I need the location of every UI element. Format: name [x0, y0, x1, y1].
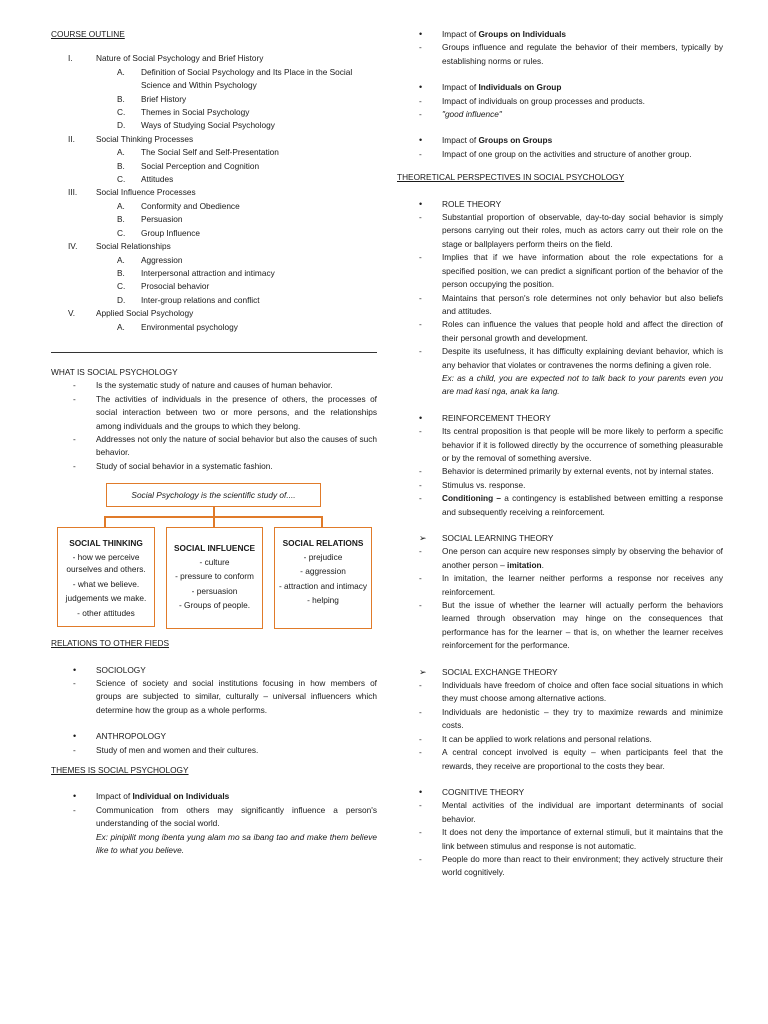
list-item: - But the issue of whether the learner will actually perform the behaviors learned through observation may hinge on the consequences that performance has for the learner – that is, on whether the learner receives reinforcement for the performance. [419, 600, 723, 651]
outline-subitem: B. Brief History [117, 93, 187, 104]
what-is-heading: WHAT IS SOCIAL PSYCHOLOGY [51, 366, 178, 377]
list-item: - "good influence" [419, 109, 502, 120]
social-influence-box [166, 527, 263, 629]
connector-line [104, 516, 106, 527]
social-psychology-diagram [51, 483, 377, 631]
section-divider [51, 352, 377, 353]
list-item: • SOCIOLOGY [73, 664, 146, 675]
list-item: - Individuals have freedom of choice and often face social situations in which they must choose among alternative actions. [419, 680, 723, 704]
list-item: - Its central proposition is that people will be more likely to perform a specific behavior if it is followed directly by the occurrence of something pleasurable or by the removal of something aversive. [419, 426, 723, 463]
themes-heading: THEMES IS SOCIAL PSYCHOLOGY [51, 765, 189, 776]
course-outline-heading: COURSE OUTLINE [51, 29, 125, 39]
outline-subitem: C. Themes in Social Psychology [117, 107, 250, 118]
list-item: - Individuals are hedonistic – they try to maximize rewards and minimize costs. [419, 706, 723, 731]
box-line: judgements we make. [65, 593, 147, 604]
outline-item: II. Social Thinking Processes [68, 133, 194, 144]
box-line: - Groups of people. [178, 600, 251, 611]
list-item: - Maintains that person's role determines not only behavior but also beliefs and attitudes. [419, 292, 723, 316]
list-item: • ANTHROPOLOGY [73, 731, 167, 742]
list-item: - Addresses not only the nature of social behavior but also the causes of such behavior. [73, 433, 377, 458]
list-item: • Impact of Groups on Individuals [419, 29, 567, 39]
list-item: - Despite its usefulness, it has difficulty explaining deviant behavior, which is any behavior that violates or contravenes the norms defining a given role. Ex: as a child, you are expected not to talk back to your parents even you are mad kasi nga, anak ka lang. [419, 346, 723, 397]
box-line: - persuasion [191, 585, 238, 596]
outline-subitem: D. Inter-group relations and conflict [117, 294, 260, 305]
list-item: • ROLE THEORY [419, 198, 502, 209]
what-is-list [51, 379, 377, 473]
box-line: - helping [307, 595, 339, 606]
list-item: - It does not deny the importance of external stimuli, but it maintains that the link between stimulus and response is not automatic. [419, 827, 723, 851]
list-item: - In imitation, the learner neither performs a response nor receives any reinforcement. [419, 573, 723, 597]
box-line: - attraction and intimacy [278, 580, 368, 591]
outline-subitem: B. Persuasion [117, 214, 183, 225]
box-line: - aggression [300, 566, 346, 577]
box-line: - what we believe. [72, 578, 140, 589]
list-item: • REINFORCEMENT THEORY [419, 412, 551, 423]
list-item: - Mental activities of the individual are important determinants of social behavior. [419, 800, 723, 824]
list-item: - People do more than react to their environment; they actively structure their world cognitively. [419, 853, 723, 878]
box-line: - prejudice [303, 551, 343, 562]
list-item: - Behavior is determined primarily by external events, not by internal states. [419, 466, 714, 477]
list-item: - Impact of individuals on group processes and products. [419, 95, 645, 106]
outline-subitem: A. Conformity and Obedience [117, 200, 240, 211]
list-item: • Impact of Individual on Individuals [73, 791, 230, 802]
outline-subitem: C. Prosocial behavior [117, 281, 210, 292]
course-outline-list [51, 52, 377, 334]
list-item: ➢ SOCIAL LEARNING THEORY [419, 533, 554, 543]
list-item: - Groups influence and regulate the behavior of their members, typically by establishing norms or rules. [419, 42, 723, 66]
diagram-top-box: Social Psychology is the scientific study of.... [106, 483, 321, 507]
box-title: SOCIAL THINKING [69, 538, 143, 549]
box-title: SOCIAL RELATIONS [282, 538, 364, 549]
list-item: - Stimulus vs. response. [419, 479, 526, 490]
theories-heading: THEORETICAL PERSPECTIVES IN SOCIAL PSYCHOLOGY [397, 172, 625, 183]
box-line: - pressure to conform [175, 571, 254, 582]
list-item: - Science of society and social institutions focusing in how members of groups are subjected to similar, culturally – universal influencers which determine how the group as a whole performs. [73, 678, 377, 715]
list-item: • Impact of Individuals on Group [419, 82, 562, 93]
relations-heading: RELATIONS TO OTHER FIEDS [51, 638, 170, 649]
list-item: • COGNITIVE THEORY [419, 786, 525, 797]
outline-subitem: A. The Social Self and Self-Presentation [117, 147, 279, 158]
outline-item: IV. Social Relationships [68, 241, 171, 252]
outline-subitem: A. Aggression [117, 254, 183, 265]
box-title: SOCIAL INFLUENCE [174, 543, 255, 554]
social-relations-box [274, 527, 372, 629]
list-item: - One person can acquire new responses simply by observing the behavior of another person – imitation. [419, 546, 723, 570]
outline-subitem: B. Social Perception and Cognition [117, 160, 260, 171]
list-item: - Implies that if we have information about the role expectations for a specified position, we can predict a significant portion of the behavior of the person occupying the position. [419, 252, 723, 290]
list-item: • Impact of Groups on Groups [419, 135, 553, 146]
list-item: - Conditioning – a contingency is established between emitting a response and subsequently receiving a reinforcement. [419, 493, 723, 517]
list-item: - Study of men and women and their cultures. [73, 744, 259, 755]
box-line: - culture [199, 556, 230, 567]
outline-subitem: B. Interpersonal attraction and intimacy [117, 267, 275, 278]
list-item: - Roles can influence the values that people hold and affect the direction of their personal growth and development. [419, 319, 723, 343]
outline-subitem: C. Group Influence [117, 227, 201, 238]
box-line: - other attitudes [77, 607, 135, 618]
right-column [397, 28, 723, 880]
outline-item: V. Applied Social Psychology [68, 308, 194, 319]
list-item: - Communication from others may significantly influence a person's understanding of the social world. Ex: pinipilit mong ibenta yung alam mo sa ibang tao and make them believe like to what you believe. [73, 804, 377, 856]
outline-subitem: D. Ways of Studying Social Psychology [117, 120, 275, 131]
connector-line [213, 516, 215, 527]
list-item: - The activities of individuals in the presence of others, the processes of social interaction between two or more persons, and the relationships among individuals and the groups to which they belong. [73, 393, 377, 431]
outline-item: III. Social Influence Processes [68, 187, 196, 198]
list-item: - Is the systematic study of nature and causes of human behavior. [73, 380, 333, 391]
outline-subitem: A. Definition of Social Psychology and Its Place in the Social Science and Within Psychology [117, 66, 353, 91]
list-item: - Substantial proportion of observable, day-to-day social behavior is simply persons carrying out their roles, much as actors carry out their role on the stage or ballplayers perform theirs on the field. [419, 212, 723, 249]
list-item: - A central concept involved is equity – when participants feel that the rewards, they receive are proportional to the costs they bear. [419, 747, 723, 771]
social-thinking-box [57, 527, 155, 627]
outline-subitem: A. Environmental psychology [117, 321, 238, 332]
left-column [51, 28, 377, 857]
box-line: - how we perceive ourselves and others. [66, 551, 146, 575]
outline-item: I. Nature of Social Psychology and Brief History [68, 53, 264, 64]
outline-subitem: C. Attitudes [117, 174, 174, 185]
list-item: - It can be applied to work relations and personal relations. [419, 733, 652, 744]
list-item: - Study of social behavior in a systematic fashion. [73, 460, 273, 471]
connector-line [321, 516, 323, 527]
list-item: - Impact of one group on the activities and structure of another group. [419, 148, 692, 159]
list-item: ➢ SOCIAL EXCHANGE THEORY [419, 666, 558, 677]
